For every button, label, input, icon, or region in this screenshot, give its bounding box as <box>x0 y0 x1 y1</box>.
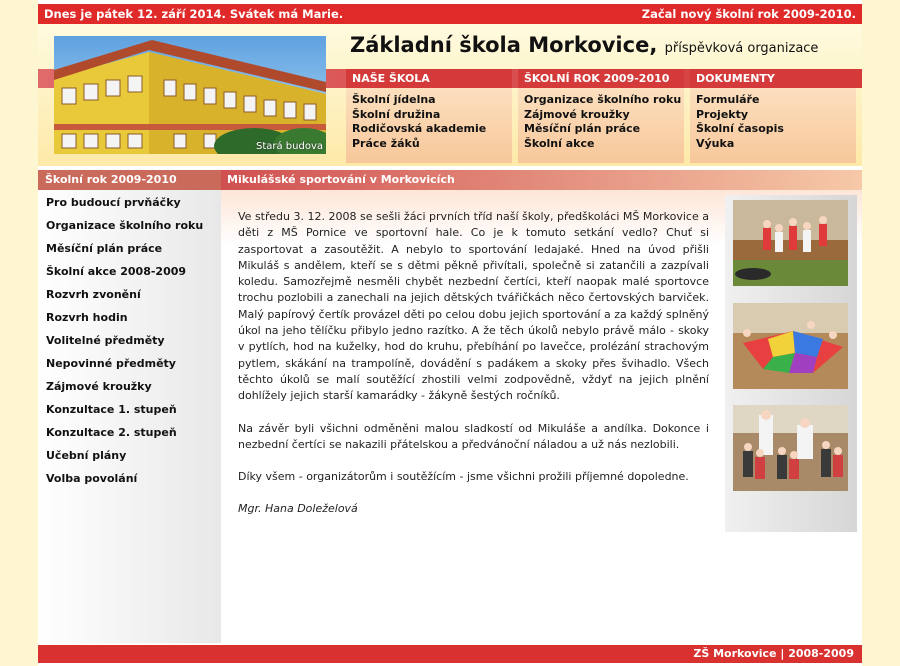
page-title <box>350 33 818 57</box>
article-title: Mikulášské sportování v Morkovicích <box>221 170 862 190</box>
page <box>38 0 862 666</box>
menu-item-skolni-casopis[interactable]: Školní časopis <box>696 122 784 136</box>
sidebar-item-zajmove-krouzky[interactable]: Zájmové kroužky <box>46 380 152 393</box>
menu-item-mesicni-plan-prace[interactable]: Měsíční plán práce <box>524 122 641 136</box>
article-paragraph: Díky všem - organizátorům i soutěžícím - jsme všichni prožili příjemné dopoledne. <box>238 470 689 484</box>
date-text: Dnes je pátek 12. září 2014. Svátek má Marie. <box>44 7 344 21</box>
school-building-photo <box>54 36 326 154</box>
footer-text: ZŠ Morkovice | 2008-2009 <box>693 647 854 660</box>
menu-nase-skola <box>346 69 512 163</box>
main-content <box>221 190 862 643</box>
event-photo-parachute[interactable] <box>733 303 848 389</box>
sidebar-item-skolni-akce[interactable]: Školní akce 2008-2009 <box>46 265 187 278</box>
menu-dokumenty <box>690 69 856 163</box>
sidebar-item-konzultace-2[interactable]: Konzultace 2. stupeň <box>46 426 177 439</box>
footer <box>38 645 862 663</box>
menu-item-prace-zaku[interactable]: Práce žáků <box>352 137 420 151</box>
sidebar-item-ucebni-plany[interactable]: Učební plány <box>46 449 127 462</box>
menu-item-projekty[interactable]: Projekty <box>696 107 749 121</box>
menu-item-organizace-skolniho-roku[interactable]: Organizace školního roku <box>524 93 682 106</box>
sidebar-item-volitelne-predmety[interactable]: Volitelné předměty <box>46 334 165 347</box>
menu-item-skolni-druzina[interactable]: Školní družina <box>352 107 441 121</box>
photo-gallery <box>725 195 857 532</box>
top-bar <box>38 4 862 24</box>
menu-item-formulare[interactable]: Formuláře <box>696 93 760 106</box>
menu-heading: NAŠE ŠKOLA <box>346 69 512 88</box>
article-paragraph: Ve středu 3. 12. 2008 se sešli žáci prvních tříd naší školy, předškoláci MŠ Morkovice a děti z MŠ Pornice ve sportovní hale. Co je k tomuto setkání vedlo? Chuť si zasportovat a zasoutěžit. A nebylo to sportování ledajaké. Hned na úvod přišli Mikuláš s andělem, kteří se s dětmi pěkně přivítali, společně si zatančili a zazpívali koledu. Samozřejmě nesměli chybět nezbední čertíci, kteří naopak malé sportovce trochu pozlobili a zanechali na jejich dětských tvářičkách něco čertovských barviček. Malý papírový čertík provázel děti po celou dobu jejich sportování a za každý splněný úkol na jeho tělíčku přibylo jedno razítko. A že těch úkolů nebylo právě málo - skoky v pytlích, hod na kuželky, hod do kruhu, přebíhání po lavečce, prolézání strachovým pytlem, skákání na trampolíně, dovádění s padákem a skoky přes švihadlo. Všech těchto úkolů se malí soutěžící zhostili velmi zodpovědně, vždyť na jejich plnění dohlížely jejich starší kamarádky - žákyně šestých ročníků. <box>238 210 709 403</box>
menu-skolni-rok <box>518 69 684 163</box>
article-signature: Mgr. Hana Doleželová <box>238 502 358 516</box>
sidebar-item-pro-budouci-prvnacky[interactable]: Pro budoucí prvňáčky <box>46 196 181 209</box>
menu-item-skolni-akce[interactable]: Školní akce <box>524 137 595 151</box>
sidebar-item-konzultace-1[interactable]: Konzultace 1. stupeň <box>46 403 177 416</box>
menu-item-rodicovska-akademie[interactable]: Rodičovská akademie <box>352 122 487 136</box>
sidebar-nav <box>38 190 221 643</box>
menu-item-zajmove-krouzky[interactable]: Zájmové kroužky <box>524 107 630 121</box>
sidebar-item-organizace-skolniho-roku[interactable]: Organizace školního roku <box>46 219 204 232</box>
sidebar-item-nepovinne-predmety[interactable]: Nepovinné předměty <box>46 357 176 370</box>
school-name: Základní škola Morkovice, <box>350 33 658 57</box>
sidebar-item-rozvrh-hodin[interactable]: Rozvrh hodin <box>46 311 128 324</box>
sidebar-item-volba-povolani[interactable]: Volba povolání <box>46 472 138 485</box>
menu-item-skolni-jidelna[interactable]: Školní jídelna <box>352 93 436 106</box>
event-photo-children-gym[interactable] <box>733 200 848 286</box>
sidebar-item-rozvrh-zvoneni[interactable]: Rozvrh zvonění <box>46 288 141 301</box>
header <box>38 24 862 166</box>
sidebar-item-mesicni-plan-prace[interactable]: Měsíční plán práce <box>46 242 163 255</box>
menu-heading: ŠKOLNÍ ROK 2009-2010 <box>518 69 684 88</box>
photo-caption: Stará budova <box>255 141 323 152</box>
sidebar-heading: Školní rok 2009-2010 <box>38 170 221 190</box>
menu-heading: DOKUMENTY <box>690 69 856 88</box>
school-subtitle: příspěvková organizace <box>664 41 819 56</box>
announcement-text: Začal nový školní rok 2009-2010. <box>641 7 856 21</box>
article-body <box>238 209 709 534</box>
article-paragraph: Na závěr byli všichni odměněni malou sladkostí od Mikuláše a andílka. Dokonce i nezbední čertíci se nakazili přátelskou a předvánoční náladou a už nás nezlobili. <box>238 421 709 451</box>
event-photo-mikulas-group[interactable] <box>733 405 848 491</box>
menu-item-vyuka[interactable]: Výuka <box>696 137 735 151</box>
